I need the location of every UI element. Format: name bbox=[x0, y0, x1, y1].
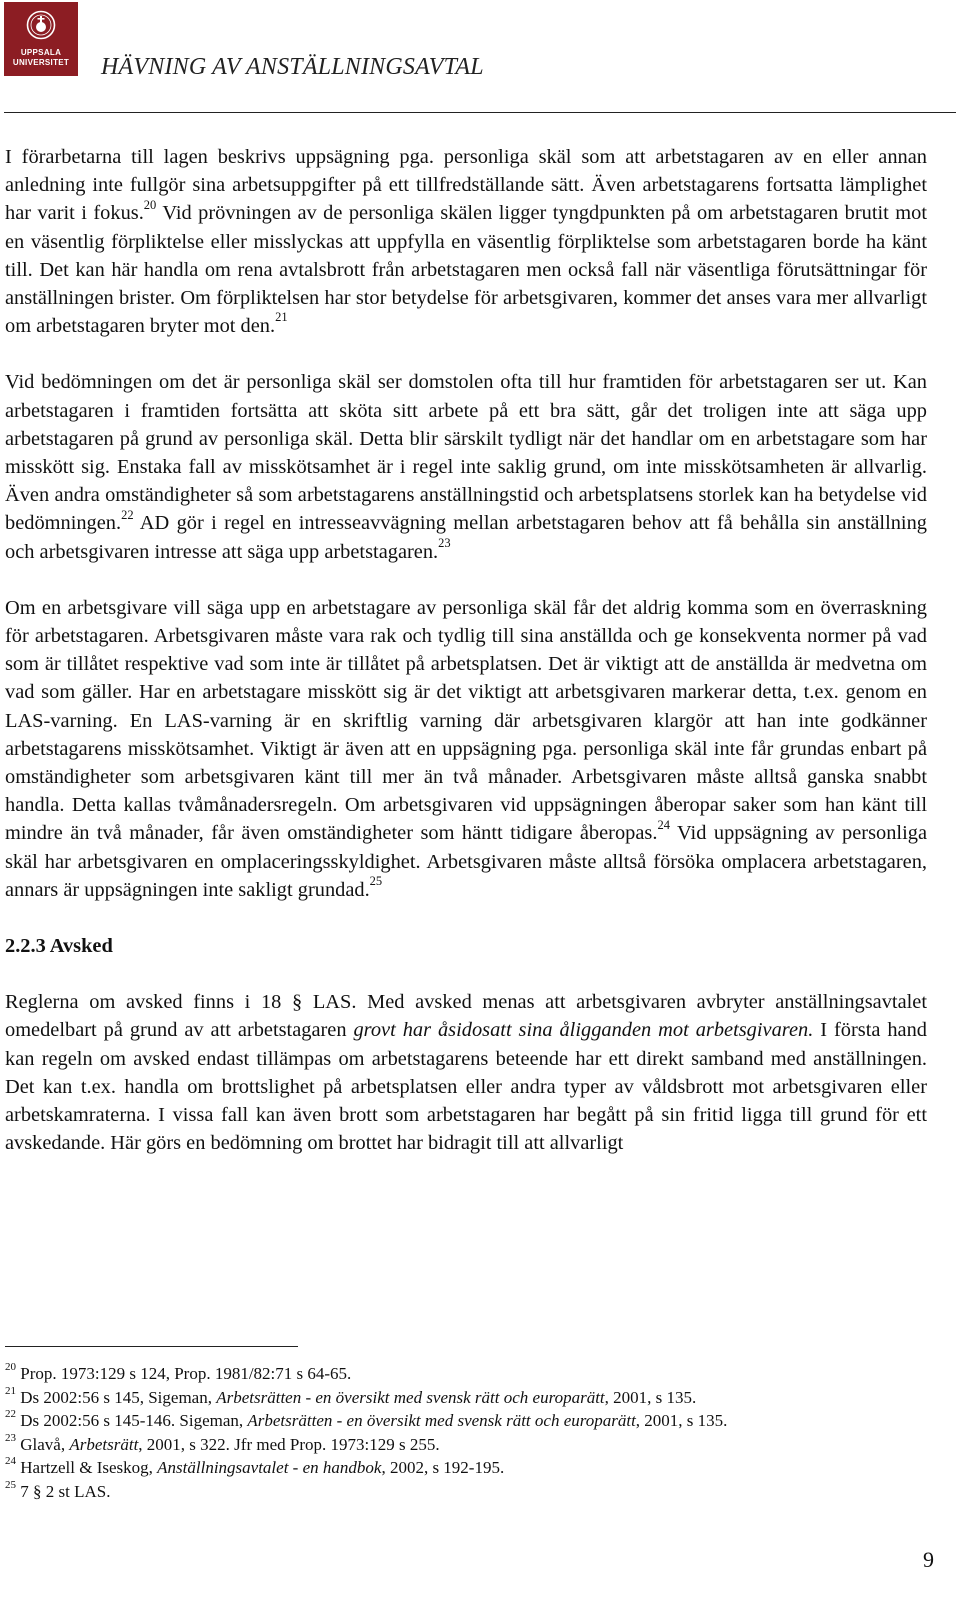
university-seal-icon bbox=[26, 10, 56, 40]
footnote-ref: 22 bbox=[121, 507, 134, 522]
footnote: $^{21}$ Ds 2002:56 s 145, Sigeman, Arbetsrätten - en översikt med svensk rätt och europarätt, 2001, s 135. bbox=[5, 1384, 697, 1407]
footnote: $^{22}$ Ds 2002:56 s 145-146. Sigeman, Arbetsrätten - en översikt med svensk rätt och europarätt, 2001, s 135. bbox=[5, 1408, 728, 1430]
footnote-ref: 24 bbox=[657, 817, 670, 832]
section-heading: 2.2.3 Avsked bbox=[5, 935, 113, 958]
footnote-divider bbox=[5, 1346, 298, 1347]
footnote-ref: 20 bbox=[143, 197, 157, 212]
paragraph: Vid bedömningen om det är personliga skäl ser domstolen ofta till hur framtiden för arbetstagaren ser ut. Kan arbetstagaren i framtiden fortsätta att sköta sitt arbete på ett bra sätt, går det troligen inte att säga upp arbetstagaren på grund av personliga skäl. Detta blir särskilt tydligt när det handlar om en arbetstagare som har misskött sig. Enstaka fall av misskötsamhet är i regel inte saklig grund, om inte misskötsamheten är allvarlig. Även andra omständigheter så som arbetstagarens anställningstid och arbetsplatsens storlek kan ha betydelse vid bedömningen.$^{22}$ AD gör i regel en intresseavvägning mellan arbetstagaren behov att få behålla sin anställning och arbetsgivaren intresse att säga upp arbetstagaren.$^{23}$ bbox=[5, 371, 927, 563]
document-body bbox=[5, 143, 927, 1186]
footnote: $^{20}$ Prop. 1973:129 s 124, Prop. 1981/82:71 s 64-65. bbox=[5, 1361, 352, 1383]
footnote-ref: 23 bbox=[438, 535, 451, 550]
header-divider bbox=[4, 112, 956, 113]
footnote: $^{25}$ 7 § 2 st LAS. bbox=[5, 1478, 111, 1501]
footnote: $^{24}$ Hartzell & Iseskog, Anställningsavtalet - en handbok, 2002, s 192-195. bbox=[5, 1455, 505, 1477]
paragraph: Reglerna om avsked finns i 18 § LAS. Med avsked menas att arbetsgivaren avbryter anställningsavtalet omedelbart på grund av att arbetstagaren grovt har åsidosatt sina åligganden mot arbetsgivaren. I första hand kan regeln om avsked endast tillämpas om arbetstagarens beteende har ett direkt samband med anställningen. Det kan t.ex. handla om brottslighet på arbetsplatsen eller andra typer av våldsbrott mot arbetsgivaren eller arbetskamraterna. I vissa fall kan även brott som arbetstagaren har begått på sin fritid ligga till grund för ett avskedande. Här görs en bedömning om brottet har bidragit till att allvarligt bbox=[5, 991, 927, 1155]
page-header-title: HÄVNING AV ANSTÄLLNINGSAVTAL bbox=[101, 54, 484, 80]
footnote-ref: 21 bbox=[275, 310, 288, 325]
logo-line2: UNIVERSITET bbox=[12, 58, 70, 67]
footnote-ref: 25 bbox=[369, 874, 383, 889]
paragraph: I förarbetarna till lagen beskrivs uppsägning pga. personliga skäl som att arbetstagaren av en eller annan anledning inte fullgör sina arbetsuppgifter på ett tillfredställande sätt. Även arbetstagarens fortsatta lämplighet har varit i fokus.$^{20}$ Vid prövningen av de personliga skälen ligger tyngdpunkten på om arbetstagaren brutit mot en väsentlig förpliktelse eller misslyckas att uppfylla en väsentlig förpliktelse som arbetstagaren borde ha känt till. Det kan här handla om rena avtalsbrott från arbetstagaren men också fall när väsentliga förutsättningar för anställningen brister. Om förpliktelsen har stor betydelse för arbetsgivaren, kommer det anses vara mer allvarligt om arbetstagaren bryter mot den.$^{21}$ bbox=[5, 146, 927, 338]
university-logo bbox=[4, 2, 78, 76]
logo-line1: UPPSALA bbox=[20, 48, 62, 57]
footnote: $^{23}$ Glavå, Arbetsrätt, 2001, s 322. Jfr med Prop. 1973:129 s 255. bbox=[5, 1431, 440, 1454]
page-number: 9 bbox=[923, 1547, 934, 1572]
footnotes bbox=[5, 1362, 935, 1503]
paragraph: Om en arbetsgivare vill säga upp en arbetstagare av personliga skäl får det aldrig komma som en överraskning för arbetstagaren. Arbetsgivaren måste vara rak och tydlig till sina anställda och ge konsekventa normer på vad som är tillåtet respektive vad som inte är tillåtet på arbetsplatsen. Det är viktigt att de anställda är medvetna om vad som gäller. Har en arbetstagare misskött sig är det viktigt att arbetsgivaren markerar detta, t.ex. genom en LAS-varning. En LAS-varning är en skriftlig varning där arbetsgivaren klargör att han inte godkänner arbetstagarens misskötsamhet. Viktigt är även att en uppsägning pga. personliga skäl inte får grundas enbart på omständigheter som arbetsgivaren känt till mer än två månader. Arbetsgivaren måste alltså ganska snabbt handla. Detta kallas tvåmånadersregeln. Om arbetsgivaren vid uppsägningen åberopar saker som han känt till mindre än två månader, får även omständigheter som häntt tidigare åberopas.$^{24}$ Vid uppsägning av personliga skäl har arbetsgivaren en omplaceringsskyldighet. Arbetsgivaren måste alltså försöka omplacera arbetstagaren, annars är uppsägningen inte sakligt grundad.$^{25}$ bbox=[5, 596, 927, 901]
